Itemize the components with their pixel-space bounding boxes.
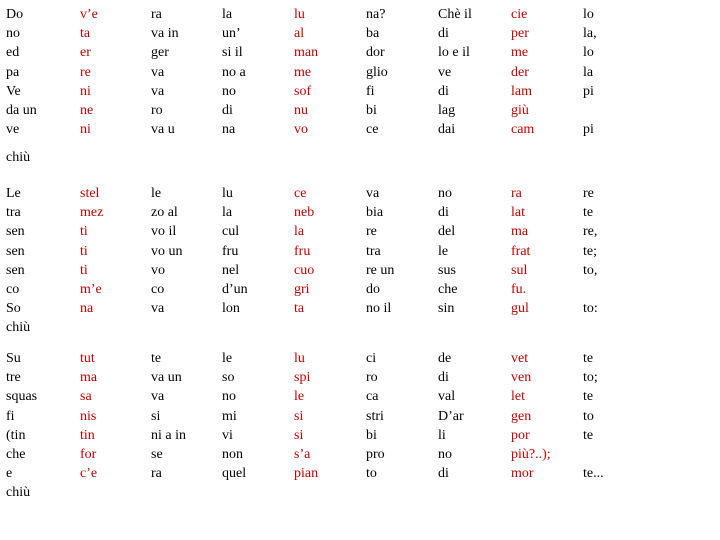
stanza-2-col-9: re te re, te; to, to: [583,186,598,317]
stanza-1-col-3: ra va in ger va va ro va u [151,7,179,138]
stanza-1-col-8: cie per me der lam giù cam [511,7,535,138]
stanza-3-col-7: de di val D’ar li no di [438,351,464,482]
stanza-3-col-8: vet ven let gen por più?..); mor [511,351,551,482]
stanza-2-col-5: ce neb la fru cuo gri ta [294,186,315,317]
stanza-2-col-2: stel mez ti ti ti m’e na [80,186,104,317]
stanza-3-col-5: lu spi le si si s’a pian [294,351,319,482]
stanza-2-col-6: va bia re tra re un do no il [366,186,395,317]
stanza-3-col-1: Su tre squas fi (tin che e chiù [6,351,38,501]
stanza-1-col-5: lu al man me sof nu vo [294,7,319,138]
stanza-3-col-9: te to; te to te te... [583,351,604,482]
stanza-3-col-4: le so no mi vi non quel [222,351,247,482]
stanza-2-col-8: ra lat ma frat sul fu. gul [511,186,531,317]
stanza-1-col-4: la un’ si il no a no di na [222,7,246,138]
stanza-1-tail: chiù [6,150,31,165]
stanza-1-col-1: Do no ed pa Ve da un ve [6,7,37,138]
stanza-3-col-3: te va un va si ni a in se ra [151,351,186,482]
stanza-2-col-1: Le tra sen sen sen co So chiù [6,186,31,336]
stanza-2-col-4: lu la cul fru nel d’un lon [222,186,248,317]
stanza-2-col-3: le zo al vo il vo un vo co va [151,186,183,317]
stanza-3-col-2: tut ma sa nis tin for c’e [80,351,98,482]
stanza-2-col-7: no di del le sus che sin [438,186,458,317]
stanza-1-col-9: lo la, lo la pi pi [583,7,597,138]
stanza-1-col-6: na? ba dor glio fi bi ce [366,7,388,138]
stanza-1-col-2: v’e ta er re ni ne ni [80,7,98,138]
stanza-3-col-6: ci ro ca stri bi pro to [366,351,385,482]
stanza-1-col-7: Chè il di lo e il ve di lag dai [438,7,472,138]
